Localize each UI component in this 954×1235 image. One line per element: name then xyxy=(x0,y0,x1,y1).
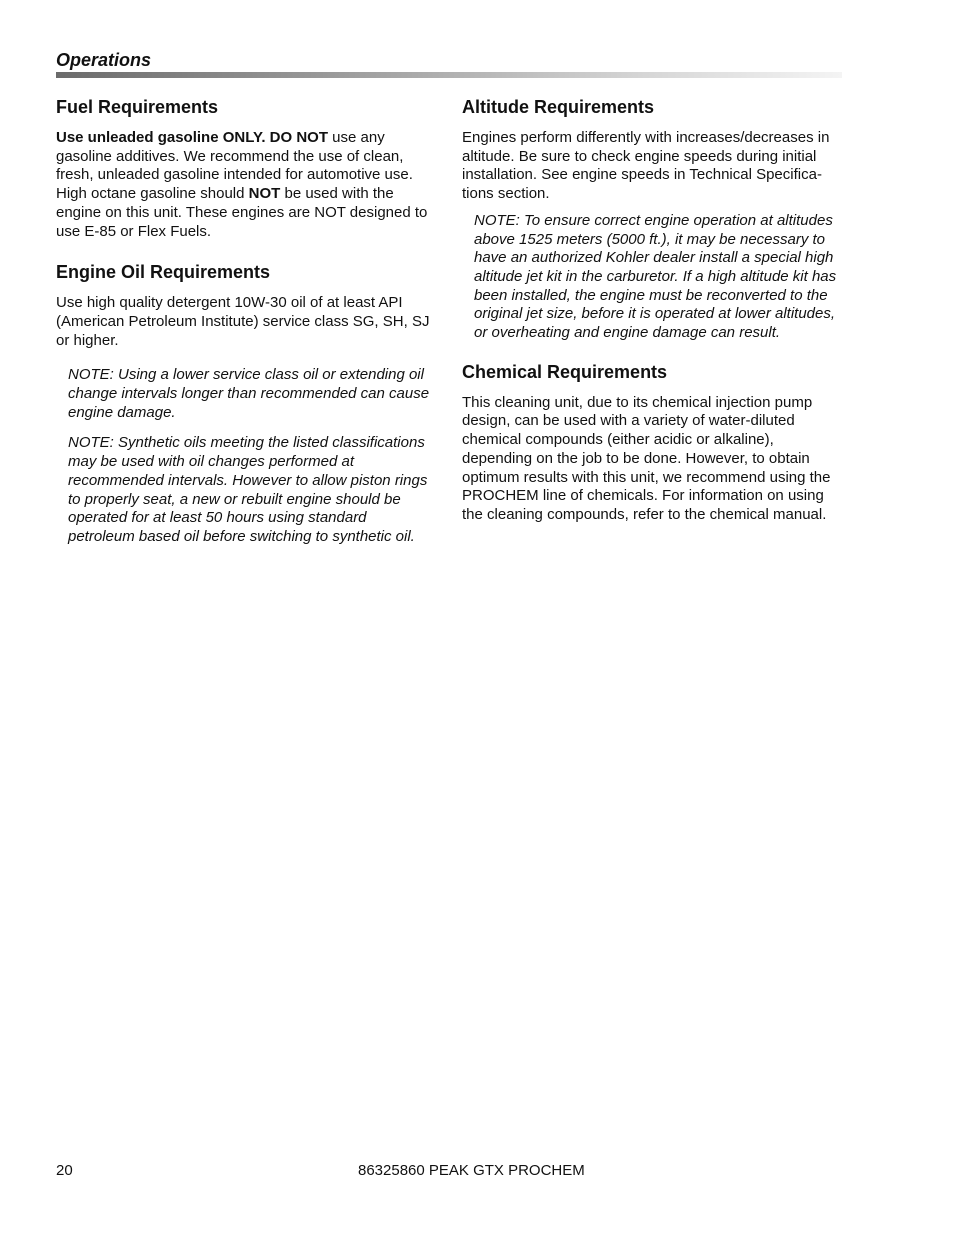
fuel-text-1: use any gasoline additives. We recommend the use of clean, fresh, unleaded gasoline intended for automotive use. High octane gasoline should xyxy=(56,129,413,203)
page-number: 20 xyxy=(56,1162,73,1179)
altitude-paragraph: Engines perform differently with increases/decreases in altitude. Be sure to check engine speeds during initial installation. See engine speeds in Technical Specifica-tions section. xyxy=(462,129,830,203)
fuel-bold-not: NOT xyxy=(248,185,281,203)
right-column xyxy=(462,96,846,545)
fuel-bold-warning: Use unleaded gasoline ONLY. DO NOT xyxy=(56,129,329,146)
chemical-heading: Chemical Requirements xyxy=(462,361,668,382)
chemical-paragraph: This cleaning unit, due to its chemical injection pump design, can be used with a variety of water-diluted chemical compounds (either acidic or alkaline), depending on the job to be done. However, to obtain optimum results with this unit, we recommend using the PROCHEM line of chemicals. For information on using the cleaning compounds, refer to the chemical manual. xyxy=(462,393,831,523)
oil-heading: Engine Oil Requirements xyxy=(56,262,271,283)
fuel-text-2: be used with the engine on this unit. These engines are NOT designed to use E-85 or Flex Fuels. xyxy=(56,185,428,240)
section-header: Operations xyxy=(56,50,152,70)
left-column xyxy=(56,96,436,563)
fuel-paragraph xyxy=(56,129,436,241)
oil-paragraph: Use high quality detergent 10W-30 oil of at least API (American Petroleum Institute) service class SG, SH, SJ or higher. xyxy=(56,294,430,349)
altitude-note: NOTE: To ensure correct engine operation at altitudes above 1525 meters (5000 ft.), it may be necessary to have an authorized Kohler dealer install a special high altitude jet kit in the carburetor. If a high altitude kit has been installed, the engine must be reconverted to the original jet size, before it is operated at lower altitudes, or overheating and engine damage can result. xyxy=(474,211,837,342)
altitude-heading: Altitude Requirements xyxy=(462,97,655,117)
oil-note-2: NOTE: Synthetic oils meeting the listed classifications may be used with oil changes performed at recommended intervals. However to allow piston rings to properly seat, a new or rebuilt engine should be operated for at least 50 hours using standard petroleum based oil before switching to synthetic oil. xyxy=(68,434,428,545)
header-rule xyxy=(56,72,842,78)
document-id: 86325860 PEAK GTX PROCHEM xyxy=(358,1162,585,1179)
fuel-heading: Fuel Requirements xyxy=(56,97,219,117)
oil-note-1: NOTE: Using a lower service class oil or extending oil change intervals longer than recommended can cause engine damage. xyxy=(68,366,430,421)
